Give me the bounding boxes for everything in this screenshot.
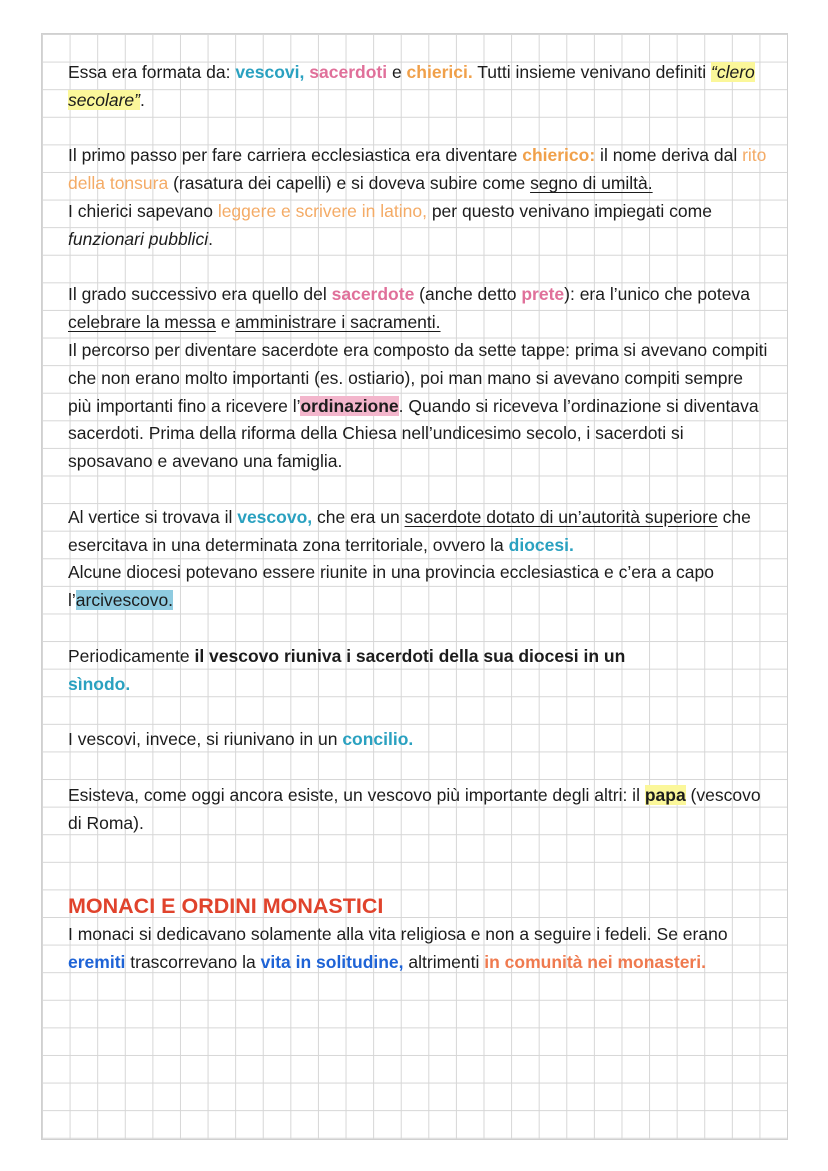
- text: I chierici sapevano: [68, 200, 218, 221]
- text: il nome deriva dal: [595, 145, 743, 166]
- text: . Quando si riceveva l’ordinazione si diventava sacerdoti. Prima della riforma della Chiesa nell’undicesimo secolo, i sacerdoti si sposavano e avevano una famiglia.: [68, 395, 759, 472]
- section-heading: MONACI E ORDINI MONASTICI: [68, 893, 384, 918]
- text: Essa era formata da:: [68, 62, 236, 82]
- text: Periodicamente: [68, 645, 195, 666]
- text: (rasatura dei capelli) e si doveva subire come: [168, 173, 531, 194]
- paragraph-sinodo: [68, 643, 768, 699]
- term-umilta: segno di umiltà.: [530, 173, 653, 194]
- paragraph-clero: [68, 59, 768, 115]
- term-chierico: chierico:: [522, 145, 596, 166]
- term-vescovi: vescovi,: [235, 62, 305, 82]
- term-solitudine: vita in solitudine,: [260, 951, 404, 972]
- text: che esercitava in una determinata zona territoriale, ovvero la: [68, 506, 751, 555]
- term-sacerdoti: sacerdoti: [309, 62, 388, 82]
- text: Alcune diocesi potevano essere riunite in una provincia ecclesiastica e c’era a capo l’: [68, 562, 714, 611]
- notes-content: [68, 59, 768, 976]
- term-latino: leggere e scrivere in latino,: [217, 200, 427, 221]
- term-arcivescovo: arcivescovo.: [75, 590, 174, 611]
- paragraph-vescovo: [68, 504, 768, 560]
- paragraph-chierico: [68, 142, 768, 198]
- text: I monaci si dedicavano solamente alla vita religiosa e non a seguire i fedeli. Se erano: [68, 923, 728, 944]
- term-sacramenti: amministrare i sacramenti.: [235, 312, 441, 333]
- text: ): era l’unico che poteva: [564, 284, 750, 305]
- paragraph-arcivescovo: [68, 559, 768, 615]
- text: per questo venivano impiegati come: [426, 200, 712, 221]
- term-funzionari: funzionari pubblici: [68, 228, 209, 249]
- text: che era un: [312, 506, 405, 527]
- text-bold: il vescovo riuniva i sacerdoti della sua diocesi in un: [194, 645, 626, 666]
- text: (anche detto: [414, 284, 522, 305]
- term-diocesi: diocesi.: [508, 534, 574, 555]
- term-clero-secolare: “clero secolare”: [68, 62, 755, 110]
- term-vescovo: vescovo,: [237, 506, 313, 527]
- term-sacerdote: sacerdote: [331, 284, 415, 305]
- paragraph-papa: [68, 782, 768, 838]
- term-messa: celebrare la messa: [68, 312, 216, 333]
- text: .: [208, 228, 213, 249]
- text: .: [139, 89, 145, 110]
- text: trascorrevano la: [125, 951, 261, 972]
- text: e: [387, 62, 407, 82]
- paragraph-monaci: [68, 921, 768, 977]
- paragraph-concilio: [68, 726, 768, 754]
- text: Il grado successivo era quello del: [68, 284, 332, 305]
- term-comunita: in comunità nei monasteri.: [484, 951, 706, 972]
- term-chierici: chierici.: [406, 62, 473, 82]
- term-ordinazione: ordinazione: [300, 395, 399, 416]
- text: Al vertice si trovava il: [68, 506, 238, 527]
- text: Il percorso per diventare sacerdote era composto da sette tappe: prima si avevano compiti che non erano molto importanti (es. ostiario), poi man mano si avevano compiti sempre più importanti fino a ricevere l’: [68, 339, 768, 416]
- text: Esisteva, come oggi ancora esiste, un vescovo più importante degli altri: il: [68, 784, 645, 805]
- paragraph-sacerdote: [68, 281, 768, 337]
- paragraph-chierici-latino: [68, 198, 768, 254]
- term-sinodo: sìnodo.: [68, 673, 131, 694]
- text: I vescovi, invece, si riunivano in un: [68, 729, 343, 750]
- term-eremiti: eremiti: [68, 951, 126, 972]
- text: e: [215, 312, 236, 333]
- text: Tutti insieme venivano definiti: [472, 62, 712, 82]
- term-concilio: concilio.: [342, 729, 414, 750]
- text: (vescovo di Roma).: [68, 784, 761, 833]
- term-rito-tonsura: rito della tonsura: [68, 145, 767, 194]
- term-prete: prete: [521, 284, 565, 305]
- paragraph-ordinazione: [68, 337, 768, 476]
- text: Il primo passo per fare carriera ecclesiastica era diventare: [68, 145, 523, 166]
- term-autorita: sacerdote dotato di un’autorità superiore: [404, 506, 718, 527]
- text: altrimenti: [403, 951, 485, 972]
- term-papa: papa: [644, 784, 686, 805]
